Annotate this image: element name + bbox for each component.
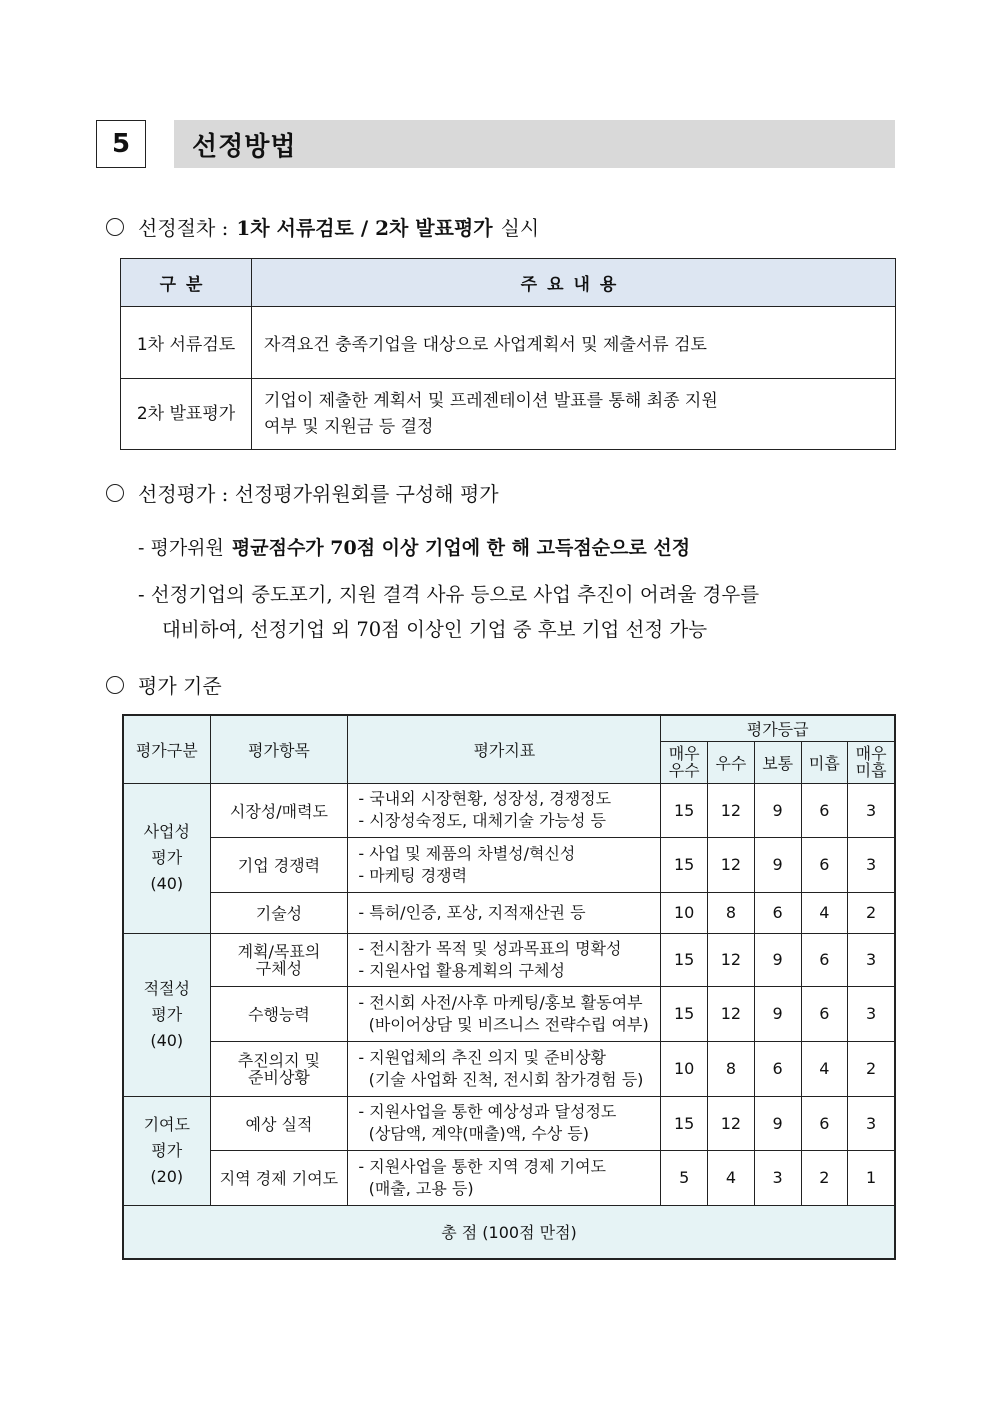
indicator-cell <box>348 1041 661 1096</box>
table-row <box>121 307 896 379</box>
procedure-bold: 1차 서류검토 / 2차 발표평가 <box>236 216 493 240</box>
procedure-content: 자격요건 충족기업을 대상으로 사업계획서 및 제출서류 검토 <box>252 307 896 379</box>
evaluation-dash-2-line2: 대비하여, 선정기업 외 70점 이상인 기업 중 후보 기업 선정 가능 <box>162 618 708 641</box>
item-line: 시장성/매력도 <box>229 801 329 821</box>
section-title: 선정방법 <box>192 131 297 162</box>
category-line: (20) <box>150 1166 184 1186</box>
item-line: 구체성 <box>255 958 303 978</box>
procedure-prefix: 선정절차 : <box>138 216 229 240</box>
indicator-line: - 지원사업을 통한 지역 경제 기여도 <box>358 1156 606 1176</box>
circle-bullet-icon <box>106 676 124 694</box>
dash-prefix: - 평가위원 <box>138 537 224 559</box>
score-cell: 15 <box>661 1096 708 1150</box>
procedure-bullet <box>106 212 539 241</box>
score-cell: 2 <box>848 892 895 933</box>
total-row <box>123 1205 895 1259</box>
header-category: 평가구분 <box>123 715 210 783</box>
table-row <box>123 986 895 1041</box>
header-grade: 우수 <box>708 741 755 783</box>
grade-line: 미흡 <box>855 761 887 780</box>
header-grade-group: 평가등급 <box>661 715 895 741</box>
indicator-line: - 특허/인증, 포상, 지적재산권 등 <box>358 902 586 922</box>
score-cell: 3 <box>848 933 895 986</box>
indicator-line: - 시장성숙정도, 대체기술 가능성 등 <box>358 811 606 830</box>
evaluation-dash-2-line1: - 선정기업의 중도포기, 지원 결격 사유 등으로 사업 추진이 어려울 경우를 <box>138 583 760 606</box>
item-line: 추진의지 및 <box>237 1050 321 1070</box>
table-row <box>123 933 895 986</box>
score-cell: 6 <box>754 1041 801 1096</box>
score-cell: 6 <box>801 783 848 837</box>
indicator-cell <box>348 1150 661 1205</box>
circle-bullet-icon <box>106 218 124 236</box>
table-row <box>123 837 895 892</box>
score-cell: 15 <box>661 783 708 837</box>
score-cell: 3 <box>754 1150 801 1205</box>
score-cell: 2 <box>848 1041 895 1096</box>
table-row <box>123 1041 895 1096</box>
score-cell: 8 <box>708 892 755 933</box>
indicator-line: - 지원사업을 통한 예상성과 달성정도 <box>358 1102 617 1121</box>
indicator-line: (매출, 고용 등) <box>358 1178 474 1198</box>
score-cell: 6 <box>801 837 848 892</box>
score-cell: 6 <box>801 1096 848 1150</box>
item-cell <box>210 837 348 892</box>
header-item: 평가항목 <box>210 715 348 783</box>
score-cell: 6 <box>801 986 848 1041</box>
header-grade: 보통 <box>754 741 801 783</box>
score-cell: 10 <box>661 892 708 933</box>
item-cell <box>210 986 348 1041</box>
category-line: (40) <box>150 874 184 893</box>
category-cell <box>123 1096 210 1205</box>
score-cell: 5 <box>661 1150 708 1205</box>
criteria-title: 평가 기준 <box>138 674 222 698</box>
indicator-cell <box>348 933 661 986</box>
procedure-table <box>120 258 896 450</box>
procedure-header-content: 주요내용 <box>252 259 896 307</box>
category-cell <box>123 933 210 1096</box>
category-line: 평가 <box>151 1004 183 1024</box>
indicator-cell <box>348 837 661 892</box>
score-cell: 9 <box>754 933 801 986</box>
table-row <box>123 1096 895 1150</box>
procedure-stage: 2차 발표평가 <box>121 379 252 450</box>
score-cell: 8 <box>708 1041 755 1096</box>
indicator-line: - 사업 및 제품의 차별성/혁신성 <box>358 843 576 863</box>
indicator-line: - 전시참가 목적 및 성과목표의 명확성 <box>358 938 622 958</box>
indicator-line: - 지원사업 활용계획의 구체성 <box>358 960 565 980</box>
indicator-line: (기술 사업화 진척, 전시회 참가경험 등) <box>358 1069 644 1089</box>
indicator-cell <box>348 892 661 933</box>
procedure-content-line: 기업이 제출한 계획서 및 프레젠테이션 발표를 통해 최종 지원 <box>264 391 718 411</box>
evaluation-dash-1 <box>138 533 690 560</box>
evaluation-text: 선정평가 : 선정평가위원회를 구성해 평가 <box>138 482 499 506</box>
score-cell: 9 <box>754 837 801 892</box>
item-line: 계획/목표의 <box>237 941 321 961</box>
score-cell: 3 <box>848 986 895 1041</box>
table-row <box>121 379 896 450</box>
header-grade <box>848 741 895 783</box>
item-cell <box>210 892 348 933</box>
item-cell <box>210 783 348 837</box>
section-number: 5 <box>111 129 131 159</box>
indicator-line: (상담액, 계약(매출)액, 수상 등) <box>358 1124 589 1143</box>
category-line: (40) <box>150 1030 184 1050</box>
score-cell: 2 <box>801 1150 848 1205</box>
section-number-box <box>96 120 146 168</box>
procedure-content <box>252 379 896 450</box>
item-line: 수행능력 <box>248 1005 310 1024</box>
score-cell: 10 <box>661 1041 708 1096</box>
category-cell <box>123 783 210 933</box>
header-grade: 미흡 <box>801 741 848 783</box>
category-line: 적절성 <box>143 978 190 998</box>
item-cell <box>210 1096 348 1150</box>
indicator-cell <box>348 783 661 837</box>
score-cell: 3 <box>848 1096 895 1150</box>
criteria-table <box>122 714 896 1260</box>
score-cell: 3 <box>848 837 895 892</box>
procedure-header-stage: 구분 <box>121 259 252 307</box>
dash-bold: 평균점수가 70점 이상 기업에 한 해 고득점순으로 선정 <box>231 537 691 559</box>
indicator-cell <box>348 986 661 1041</box>
indicator-line: - 지원업체의 추진 의지 및 준비상황 <box>358 1047 606 1067</box>
score-cell: 12 <box>708 783 755 837</box>
category-line: 평가 <box>151 848 183 867</box>
total-score: 총 점 (100점 만점) <box>123 1205 895 1259</box>
category-line: 평가 <box>151 1140 183 1160</box>
evaluation-bullet <box>106 478 499 507</box>
indicator-line: - 국내외 시장현황, 성장성, 경쟁정도 <box>358 789 612 808</box>
item-cell <box>210 933 348 986</box>
table-row <box>123 783 895 837</box>
score-cell: 15 <box>661 933 708 986</box>
score-cell: 12 <box>708 837 755 892</box>
item-cell <box>210 1150 348 1205</box>
indicator-line: (바이어상담 및 비즈니스 전략수립 여부) <box>358 1014 649 1034</box>
category-line: 기여도 <box>143 1114 190 1134</box>
header-grade <box>661 741 708 783</box>
score-cell: 6 <box>801 933 848 986</box>
grade-line: 우수 <box>668 761 700 780</box>
score-cell: 9 <box>754 1096 801 1150</box>
table-row <box>123 1150 895 1205</box>
procedure-stage: 1차 서류검토 <box>121 307 252 379</box>
item-line: 기술성 <box>255 904 303 923</box>
item-line: 예상 실적 <box>245 1114 313 1134</box>
score-cell: 12 <box>708 986 755 1041</box>
indicator-line: - 전시회 사전/사후 마케팅/홍보 활동여부 <box>358 992 643 1012</box>
score-cell: 4 <box>708 1150 755 1205</box>
score-cell: 9 <box>754 783 801 837</box>
criteria-bullet <box>106 670 222 699</box>
item-line: 지역 경제 기여도 <box>219 1169 339 1188</box>
score-cell: 15 <box>661 837 708 892</box>
item-cell <box>210 1041 348 1096</box>
procedure-content-line: 여부 및 지원금 등 결정 <box>264 417 434 437</box>
score-cell: 12 <box>708 933 755 986</box>
section-title-bar <box>174 120 895 168</box>
score-cell: 6 <box>754 892 801 933</box>
table-row <box>123 892 895 933</box>
score-cell: 9 <box>754 986 801 1041</box>
indicator-line: - 마케팅 경쟁력 <box>358 865 468 885</box>
grade-line: 매우 <box>855 744 887 763</box>
procedure-suffix: 실시 <box>500 216 540 240</box>
score-cell: 1 <box>848 1150 895 1205</box>
grade-line: 매우 <box>668 744 700 763</box>
item-line: 준비상황 <box>248 1067 310 1087</box>
indicator-cell <box>348 1096 661 1150</box>
score-cell: 4 <box>801 892 848 933</box>
header-indicator: 평가지표 <box>348 715 661 783</box>
score-cell: 15 <box>661 986 708 1041</box>
circle-bullet-icon <box>106 484 124 502</box>
score-cell: 12 <box>708 1096 755 1150</box>
score-cell: 4 <box>801 1041 848 1096</box>
category-line: 사업성 <box>143 822 190 841</box>
item-line: 기업 경쟁력 <box>237 856 321 875</box>
score-cell: 3 <box>848 783 895 837</box>
